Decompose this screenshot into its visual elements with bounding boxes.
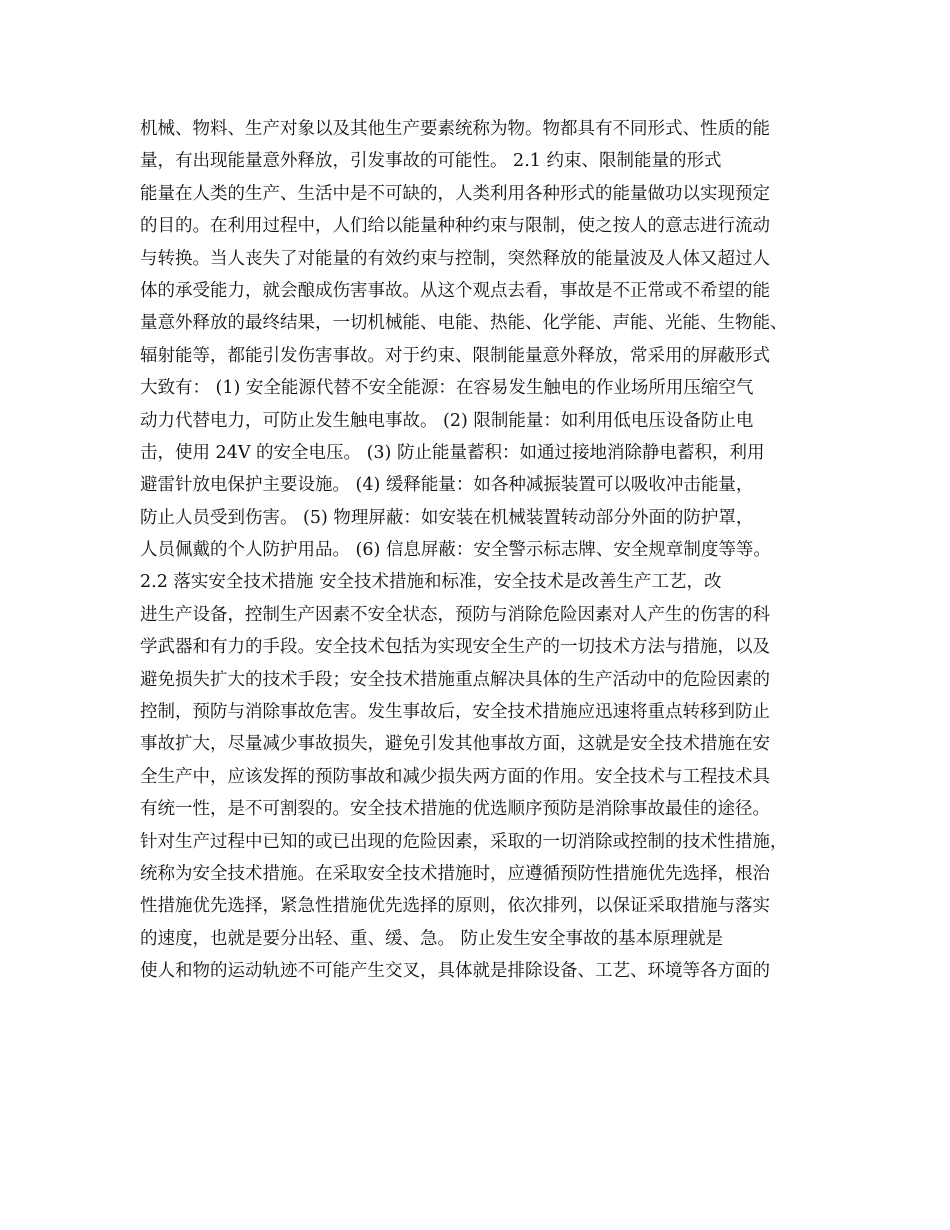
text-line: 的速度，也就是要分出轻、重、缓、急。 防止发生安全事故的基本原理就是 bbox=[140, 928, 724, 949]
text-line: 全生产中，应该发挥的预防事故和减少损失两方面的作用。安全技术与工程技术具 bbox=[140, 766, 770, 787]
text-line: 动力代替电力，可防止发生触电事故。 (2) 限制能量：如利用低电压设备防止电 bbox=[140, 410, 754, 431]
text-line: 避免损失扩大的技术手段；安全技术措施重点解决具体的生产活动中的危险因素的 bbox=[140, 669, 770, 690]
text-line: 控制，预防与消除事故危害。发生事故后，安全技术措施应迅速将重点转移到防止 bbox=[140, 702, 770, 723]
text-line: 辐射能等，都能引发伤害事故。对于约束、限制能量意外释放，常采用的屏蔽形式 bbox=[140, 345, 770, 366]
text-line: 针对生产过程中已知的或已出现的危险因素，采取的一切消除或控制的技术性措施， bbox=[140, 831, 788, 852]
text-line: 击，使用 24V 的安全电压。 (3) 防止能量蓄积：如通过接地消除静电蓄积，利用 bbox=[140, 442, 765, 463]
text-line: 的目的。在利用过程中，人们给以能量种种约束与限制，使之按人的意志进行流动 bbox=[140, 216, 770, 237]
body-text bbox=[140, 113, 830, 988]
text-line: 与转换。当人丧失了对能量的有效约束与控制，突然释放的能量波及人体又超过人 bbox=[140, 248, 770, 269]
text-line: 统称为安全技术措施。在采取安全技术措施时，应遵循预防性措施优先选择，根治 bbox=[140, 863, 770, 884]
text-line: 有统一性，是不可割裂的。安全技术措施的优选顺序预防是消除事故最佳的途径。 bbox=[140, 799, 770, 820]
text-line: 事故扩大，尽量减少事故损失，避免引发其他事故方面，这就是安全技术措施在安 bbox=[140, 734, 770, 755]
text-line: 量意外释放的最终结果，一切机械能、电能、热能、化学能、声能、光能、生物能、 bbox=[140, 313, 788, 334]
text-line: 进生产设备，控制生产因素不安全状态，预防与消除危险因素对人产生的伤害的科 bbox=[140, 604, 770, 625]
text-line: 大致有： (1) 安全能源代替不安全能源：在容易发生触电的作业场所用压缩空气 bbox=[140, 378, 754, 399]
text-line: 学武器和有力的手段。安全技术包括为实现安全生产的一切技术方法与措施，以及 bbox=[140, 637, 770, 658]
text-line: 能量在人类的生产、生活中是不可缺的，人类利用各种形式的能量做功以实现预定 bbox=[140, 183, 770, 204]
text-line: 2.2 落实安全技术措施 安全技术措施和标准，安全技术是改善生产工艺，改 bbox=[140, 572, 722, 593]
text-line: 体的承受能力，就会酿成伤害事故。从这个观点去看，事故是不正常或不希望的能 bbox=[140, 280, 770, 301]
text-line: 性措施优先选择，紧急性措施优先选择的原则，依次排列，以保证采取措施与落实 bbox=[140, 896, 770, 917]
text-line: 使人和物的运动轨迹不可能产生交叉，具体就是排除设备、工艺、环境等各方面的 bbox=[140, 961, 770, 982]
text-line: 防止人员受到伤害。 (5) 物理屏蔽：如安装在机械装置转动部分外面的防护罩， bbox=[140, 507, 754, 528]
text-line: 量，有出现能量意外释放，引发事故的可能性。 2.1 约束、限制能量的形式 bbox=[140, 151, 722, 172]
text-line: 避雷针放电保护主要设施。 (4) 缓释能量：如各种减振装置可以吸收冲击能量， bbox=[140, 475, 754, 496]
text-line: 机械、物料、生产对象以及其他生产要素统称为物。物都具有不同形式、性质的能 bbox=[140, 119, 770, 139]
text-line: 人员佩戴的个人防护用品。 (6) 信息屏蔽：安全警示标志牌、安全规章制度等等。 bbox=[140, 540, 771, 561]
